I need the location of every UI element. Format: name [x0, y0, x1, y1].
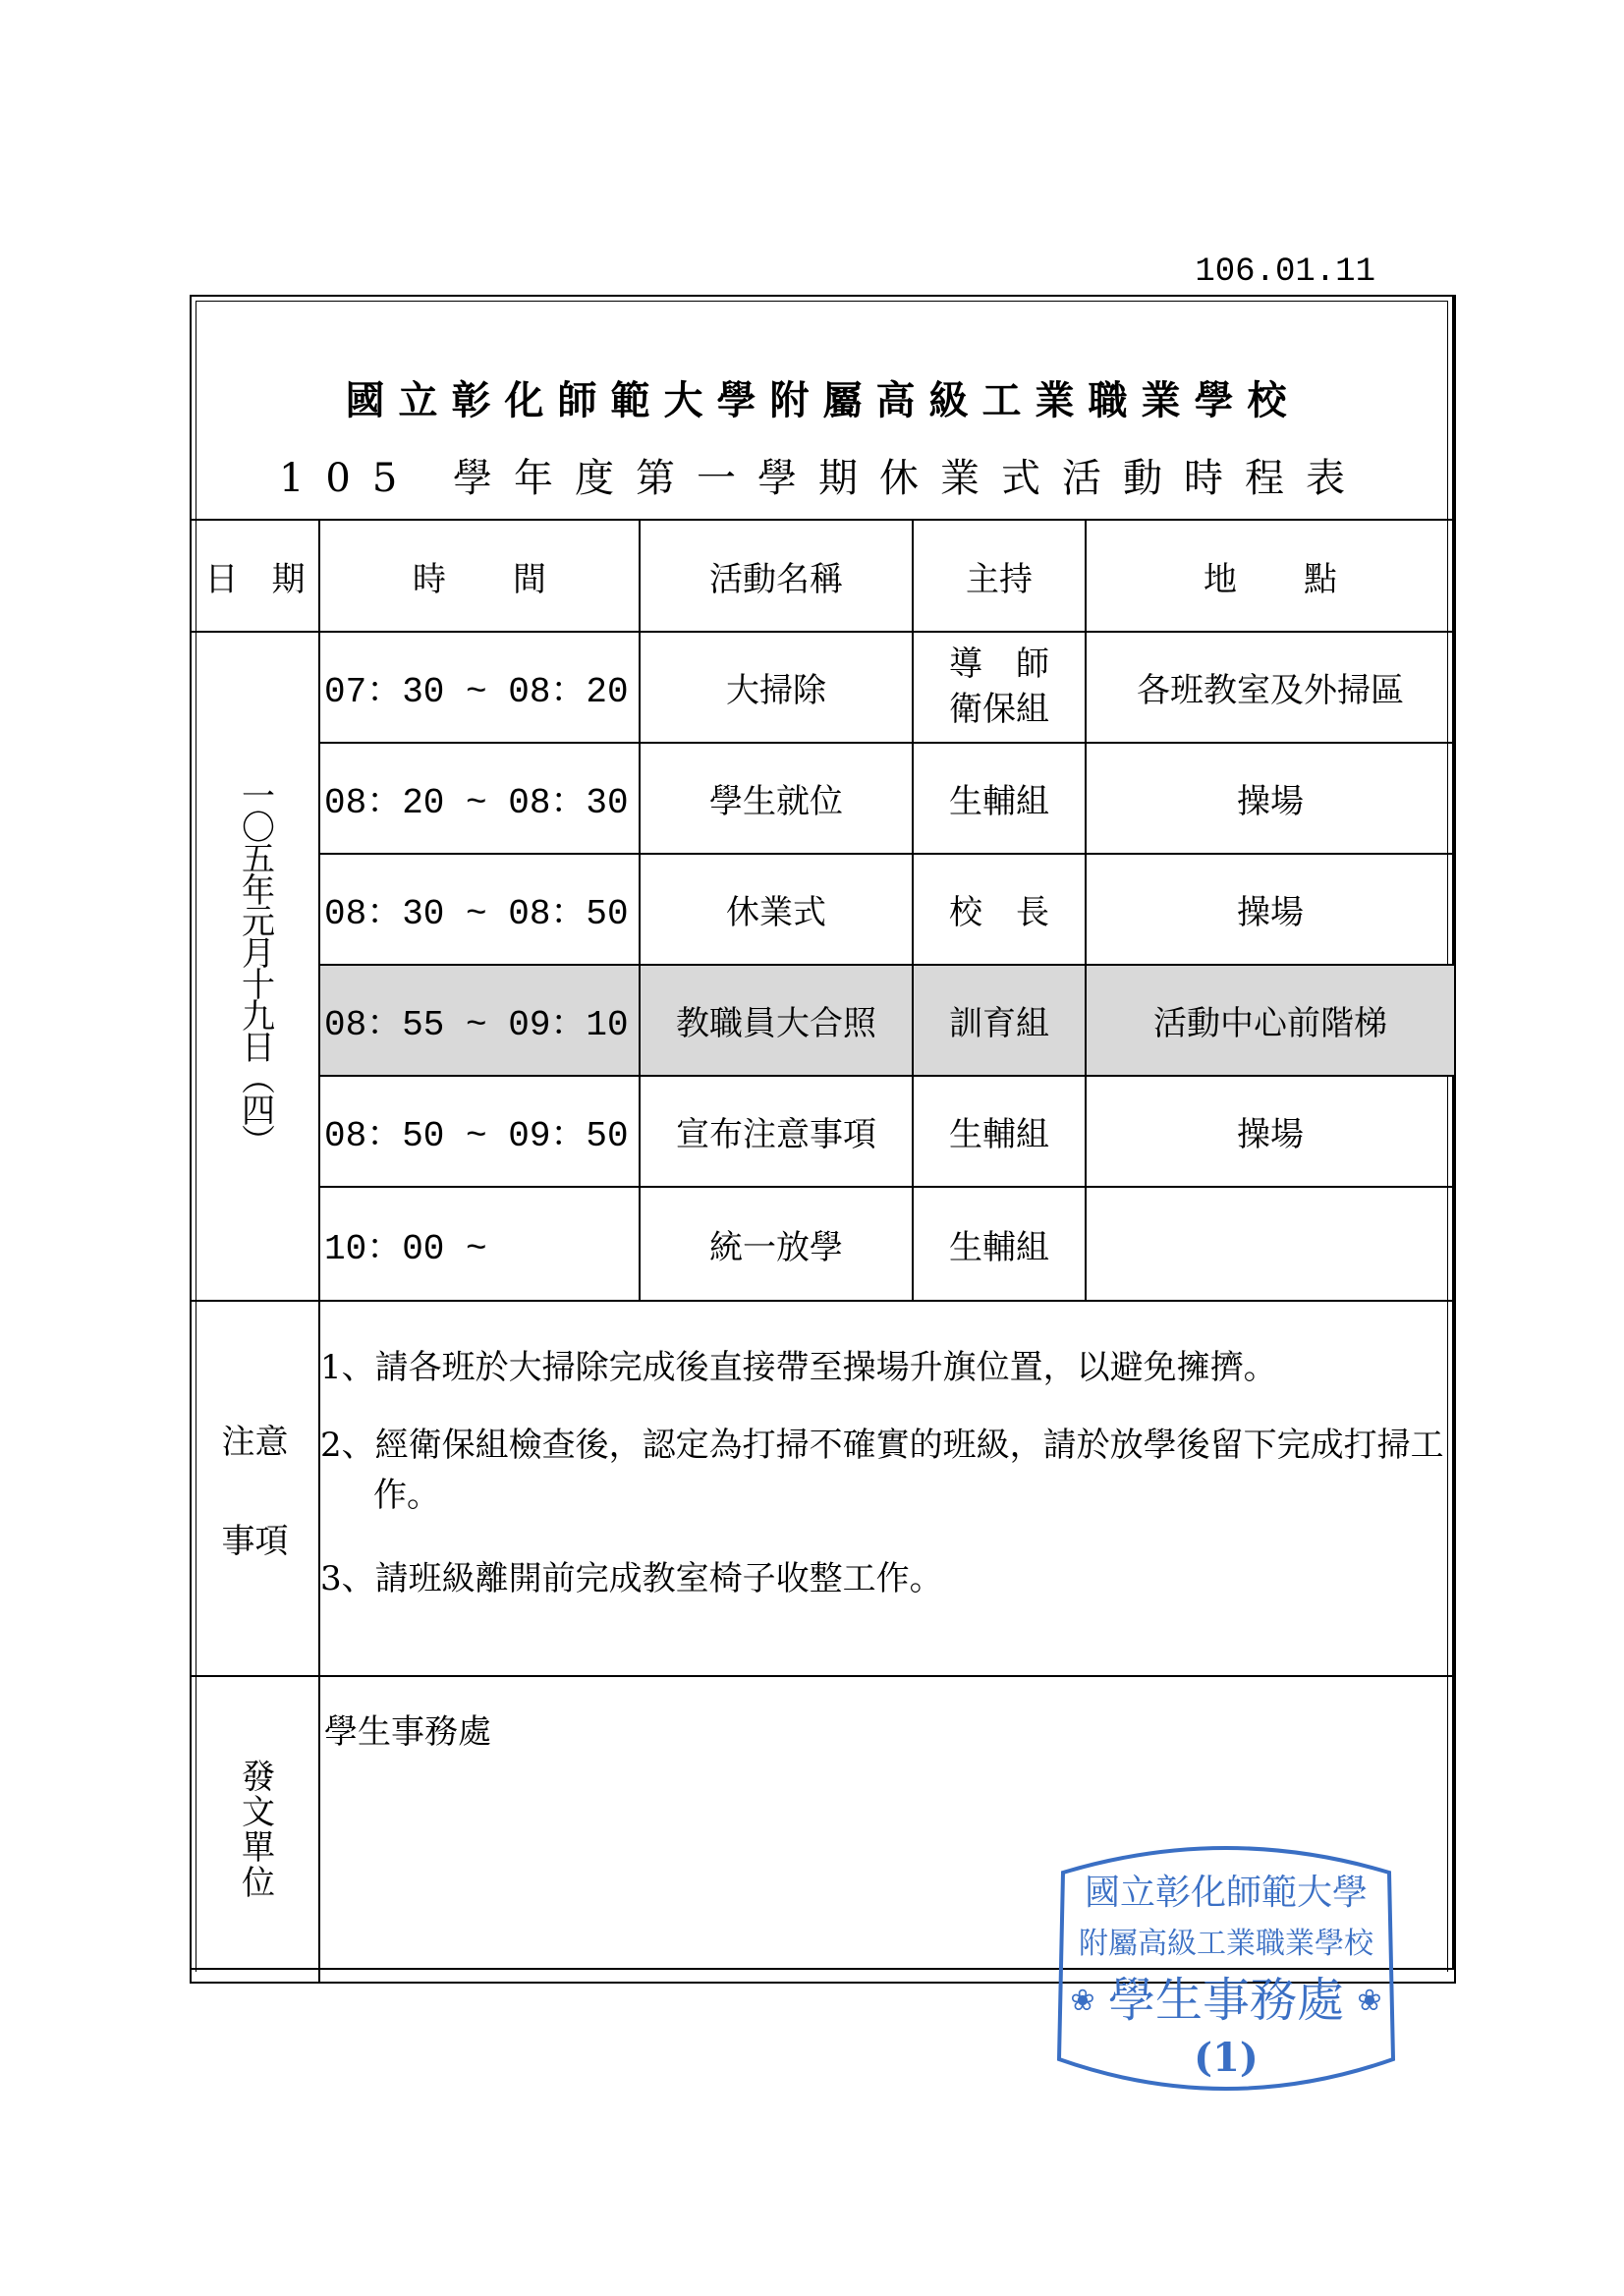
- date-cell: [191, 632, 319, 1301]
- event-date: 一〇五年元月十九日（四）: [235, 777, 275, 1155]
- stamp-line3: 學生事務處: [1107, 1973, 1345, 2028]
- time-cell: 07：30 ~ 08：20: [319, 632, 640, 743]
- activity-cell: 大掃除: [640, 632, 913, 743]
- table-row: [191, 854, 1455, 965]
- host-cell: 生輔組: [913, 743, 1086, 854]
- schedule-subtitle: 105 學年度第一學期休業式活動時程表: [278, 456, 1368, 501]
- document-date: 106.01.11: [1195, 253, 1375, 291]
- schedule-table: [190, 295, 1456, 1984]
- activity-cell: 教職員大合照: [640, 965, 913, 1076]
- host-cell: 生輔組: [913, 1076, 1086, 1187]
- issuer-label-cell: [191, 1676, 319, 1983]
- activity-cell: 休業式: [640, 854, 913, 965]
- time-cell: 10：00 ~: [319, 1187, 640, 1301]
- stamp-line1: 國立彰化師範大學: [1084, 1873, 1369, 1913]
- host-cell: [913, 632, 1086, 743]
- header-host: 主持: [913, 520, 1086, 632]
- location-cell: 活動中心前階梯: [1086, 965, 1455, 1076]
- location-cell: 操場: [1086, 854, 1455, 965]
- notes-label-line: 事項: [221, 1522, 289, 1561]
- time-cell: 08：55 ~ 09：10: [319, 965, 640, 1076]
- table-row: [191, 1187, 1455, 1301]
- header-time: 時 間: [319, 520, 640, 632]
- issuer-label: 發文單位: [235, 1759, 275, 1900]
- host-cell: 生輔組: [913, 1187, 1086, 1301]
- header-activity: 活動名稱: [640, 520, 913, 632]
- stamp-line2: 附屬高級工業職業學校: [1079, 1927, 1373, 1961]
- location-cell: 操場: [1086, 1076, 1455, 1187]
- location-cell: 操場: [1086, 743, 1455, 854]
- table-row-highlighted: [191, 965, 1455, 1076]
- time-cell: 08：30 ~ 08：50: [319, 854, 640, 965]
- host-line: 衛保組: [949, 689, 1049, 729]
- activity-cell: 統一放學: [640, 1187, 913, 1301]
- note-item: 2、經衛保組檢查後，認定為打掃不確實的班級，請於放學後留下完成打掃工作。: [320, 1426, 1444, 1515]
- flower-icon: ❀: [1070, 1984, 1095, 2018]
- table-row: [191, 743, 1455, 854]
- notes-label-cell: [191, 1301, 319, 1676]
- time-cell: 08：50 ~ 09：50: [319, 1076, 640, 1187]
- note-item: 3、請班級離開前完成教室椅子收整工作。: [320, 1559, 943, 1598]
- issuer-name: 學生事務處: [324, 1712, 491, 1752]
- flower-icon: ❀: [1357, 1984, 1382, 2018]
- host-cell: 校 長: [913, 854, 1086, 965]
- location-cell: [1086, 1187, 1455, 1301]
- notes-row: [191, 1301, 1455, 1676]
- host-cell: 訓育組: [913, 965, 1086, 1076]
- note-item: 1、請各班於大掃除完成後直接帶至操場升旗位置，以避免擁擠。: [320, 1348, 1277, 1387]
- notes-cell: [319, 1301, 1455, 1676]
- activity-cell: 學生就位: [640, 743, 913, 854]
- host-line: 導 師: [949, 644, 1049, 684]
- official-seal-stamp: [1049, 1833, 1403, 2097]
- activity-cell: 宣布注意事項: [640, 1076, 913, 1187]
- notes-label-line: 注意: [221, 1423, 289, 1462]
- time-cell: 08：20 ~ 08：30: [319, 743, 640, 854]
- header-location: 地 點: [1086, 520, 1455, 632]
- location-cell: 各班教室及外掃區: [1086, 632, 1455, 743]
- stamp-line4: (1): [1194, 2035, 1259, 2081]
- school-name-title: 國立彰化師範大學附屬高級工業職業學校: [345, 378, 1301, 423]
- header-date: 日 期: [191, 520, 319, 632]
- header-row: [191, 520, 1455, 632]
- title-block: [191, 296, 1455, 520]
- table-row: [191, 1076, 1455, 1187]
- table-row: [191, 632, 1455, 743]
